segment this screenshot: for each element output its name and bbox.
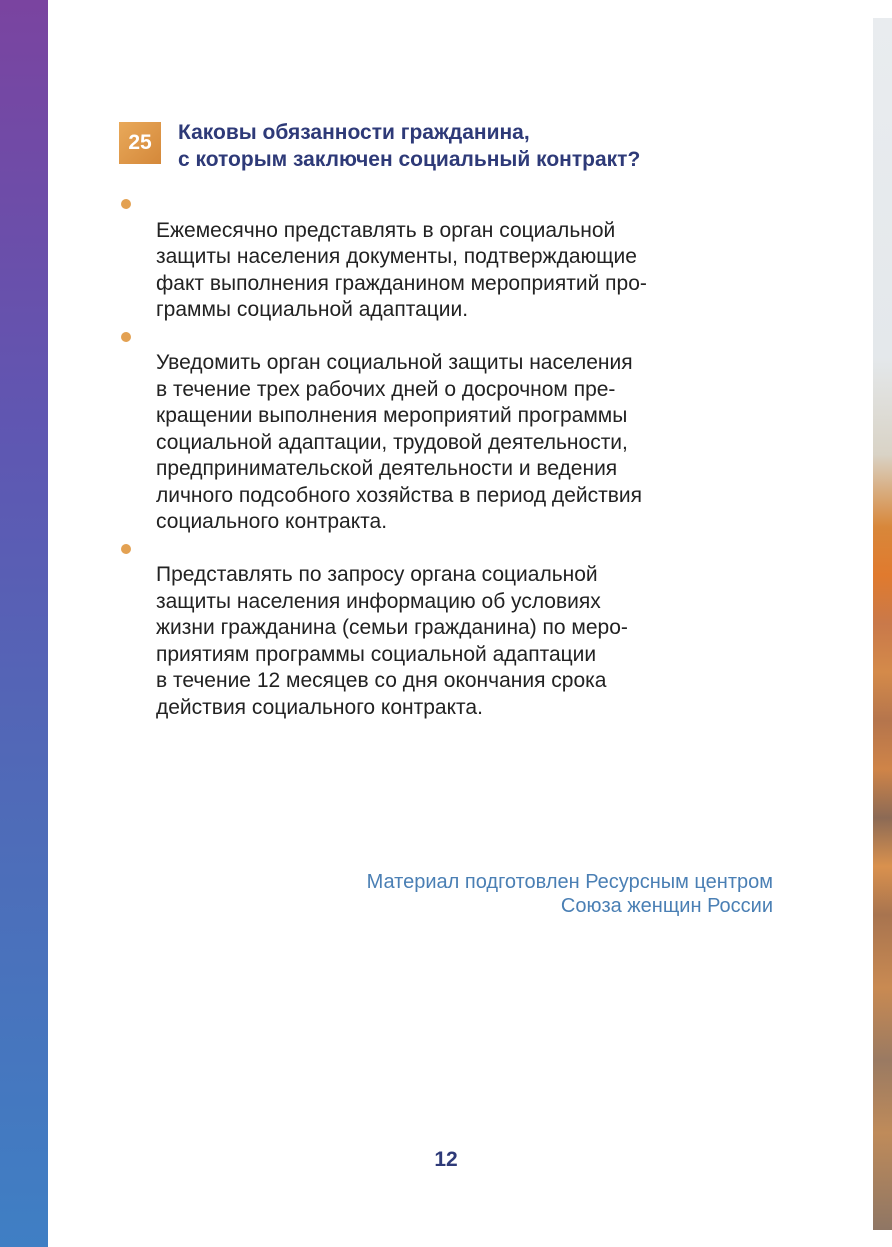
- list-item-text: Представлять по запросу органа социальной защиты населения информацию об условиях жизни гражданина (семьи гражданина) по меро- приятиям программы социальной адаптации в течение 12 месяцев со дня окончания срока действия социального контракта.: [156, 563, 628, 719]
- bullet-dot-icon: [121, 199, 131, 209]
- list-item: [120, 324, 780, 536]
- question-title: Каковы обязанности гражданина, с которым заключен социальный контракт?: [178, 121, 641, 171]
- list-item: [120, 536, 780, 722]
- duties-list: [120, 191, 780, 721]
- bullet-dot-icon: [121, 544, 131, 554]
- bullet-dot-icon: [121, 332, 131, 342]
- list-item-text: Уведомить орган социальной защиты населения в течение трех рабочих дней о досрочном пре- кращении выполнения мероприятий программы социальной адаптации, трудовой деятельности, предпринимательской деятельности и ведения личного подсобного хозяйства в период действия социального контракта.: [156, 351, 642, 533]
- decorative-gradient-sidebar: [0, 0, 48, 1247]
- flower-photo-edge: [873, 18, 892, 1230]
- page-number: 12: [434, 1148, 458, 1171]
- list-item-text: Ежемесячно представлять в орган социальной защиты населения документы, подтверждающие факт выполнения гражданином мероприятий про- граммы социальной адаптации.: [156, 218, 647, 321]
- list-item: [120, 191, 780, 324]
- credit-note: Материал подготовлен Ресурсным центром Союза женщин России: [366, 871, 773, 917]
- question-number-badge: 25: [119, 122, 161, 164]
